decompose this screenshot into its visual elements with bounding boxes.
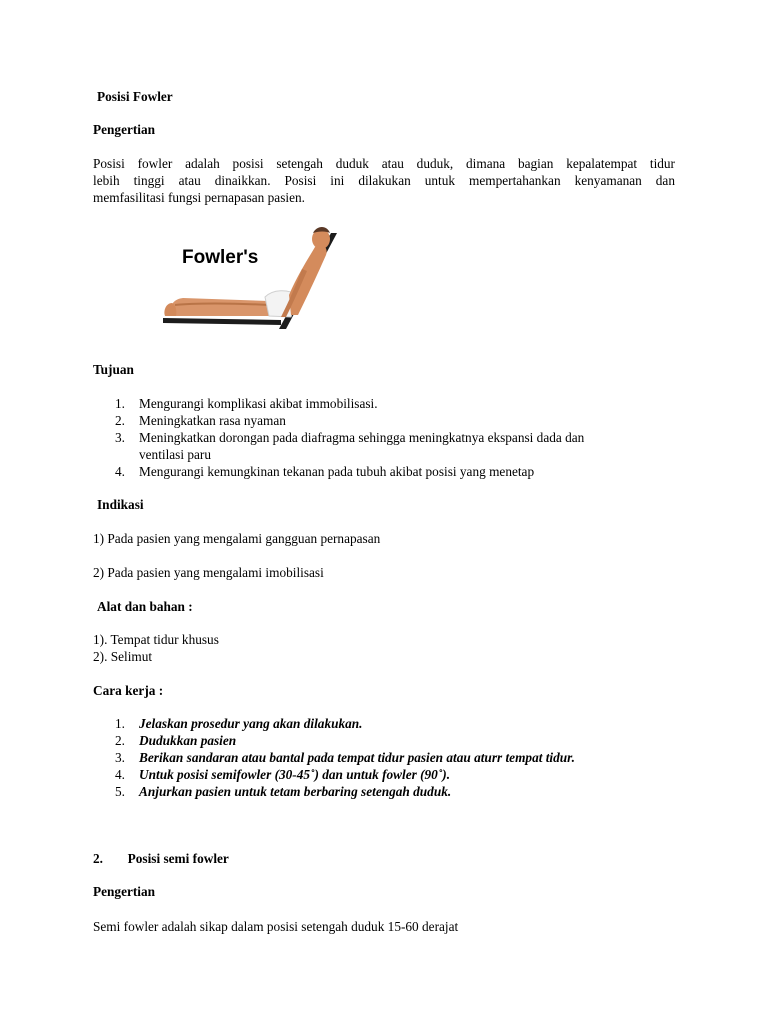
list-number: 1. <box>115 396 125 411</box>
alat-item: 2). Selimut <box>93 649 153 664</box>
list-number: 3. <box>115 430 125 445</box>
semi-fowler-paragraph: Semi fowler adalah sikap dalam posisi setengah duduk 15-60 derajat <box>93 919 459 934</box>
semi-fowler-section-title <box>93 850 229 867</box>
pengertian-line: memfasilitasi fungsi pernapasan pasien. <box>93 190 305 205</box>
alat-item: 1). Tempat tidur khusus <box>93 632 219 647</box>
fowler-figure <box>93 219 399 343</box>
list-item <box>93 463 693 480</box>
list-number: 2. <box>115 413 125 428</box>
list-number: 4. <box>115 767 125 782</box>
list-item <box>93 783 693 800</box>
cara-kerja-heading: Cara kerja : <box>93 683 164 698</box>
tujuan-list <box>93 395 693 480</box>
list-text: Jelaskan prosedur yang akan dilakukan. <box>139 716 363 731</box>
document-title: Posisi Fowler <box>97 89 173 104</box>
indikasi-item: 2) Pada pasien yang mengalami imobilisasi <box>93 565 324 580</box>
list-item <box>93 395 693 412</box>
pengertian-line: lebih tinggi atau dinaikkan. Posisi ini dilakukan untuk mempertahankan kenyamanan dan <box>93 173 675 188</box>
list-number: 2. <box>115 733 125 748</box>
list-number: 4. <box>115 464 125 479</box>
section-number: 2. <box>93 851 103 866</box>
list-item <box>93 429 693 463</box>
pengertian-paragraph <box>93 155 675 206</box>
list-item <box>93 766 693 783</box>
fowler-position-illustration-icon <box>93 219 399 343</box>
section-title-text: Posisi semi fowler <box>127 851 229 866</box>
indikasi-item: 1) Pada pasien yang mengalami gangguan pernapasan <box>93 531 381 546</box>
list-text: Meningkatkan rasa nyaman <box>139 413 286 428</box>
semi-fowler-pengertian-heading: Pengertian <box>93 884 156 899</box>
list-text: Mengurangi kemungkinan tekanan pada tubuh akibat posisi yang menetap <box>139 464 535 479</box>
list-item <box>93 732 693 749</box>
list-text: Anjurkan pasien untuk tetam berbaring setengah duduk. <box>139 784 452 799</box>
alat-heading: Alat dan bahan : <box>97 599 193 614</box>
tujuan-heading: Tujuan <box>93 362 134 377</box>
pengertian-line: Posisi fowler adalah posisi setengah duduk atau duduk, dimana bagian kepalatempat tidur <box>93 156 675 171</box>
list-text: Berikan sandaran atau bantal pada tempat tidur pasien atau aturr tempat tidur. <box>139 750 575 765</box>
list-text: Meningkatkan dorongan pada diafragma sehingga meningkatnya ekspansi dada dan <box>139 430 585 445</box>
list-text: Mengurangi komplikasi akibat immobilisasi. <box>139 396 378 411</box>
list-item <box>93 412 693 429</box>
list-item <box>93 749 693 766</box>
list-text-continued: ventilasi paru <box>139 447 212 462</box>
list-number: 3. <box>115 750 125 765</box>
list-number: 5. <box>115 784 125 799</box>
fowler-figure-label: Fowler's <box>182 247 259 268</box>
pengertian-heading: Pengertian <box>93 122 156 137</box>
list-text: Untuk posisi semifowler (30-45˚) dan untuk fowler (90˚). <box>139 767 451 782</box>
list-item <box>93 715 693 732</box>
cara-kerja-list <box>93 715 693 800</box>
list-text: Dudukkan pasien <box>139 733 237 748</box>
list-number: 1. <box>115 716 125 731</box>
indikasi-heading: Indikasi <box>97 497 144 512</box>
